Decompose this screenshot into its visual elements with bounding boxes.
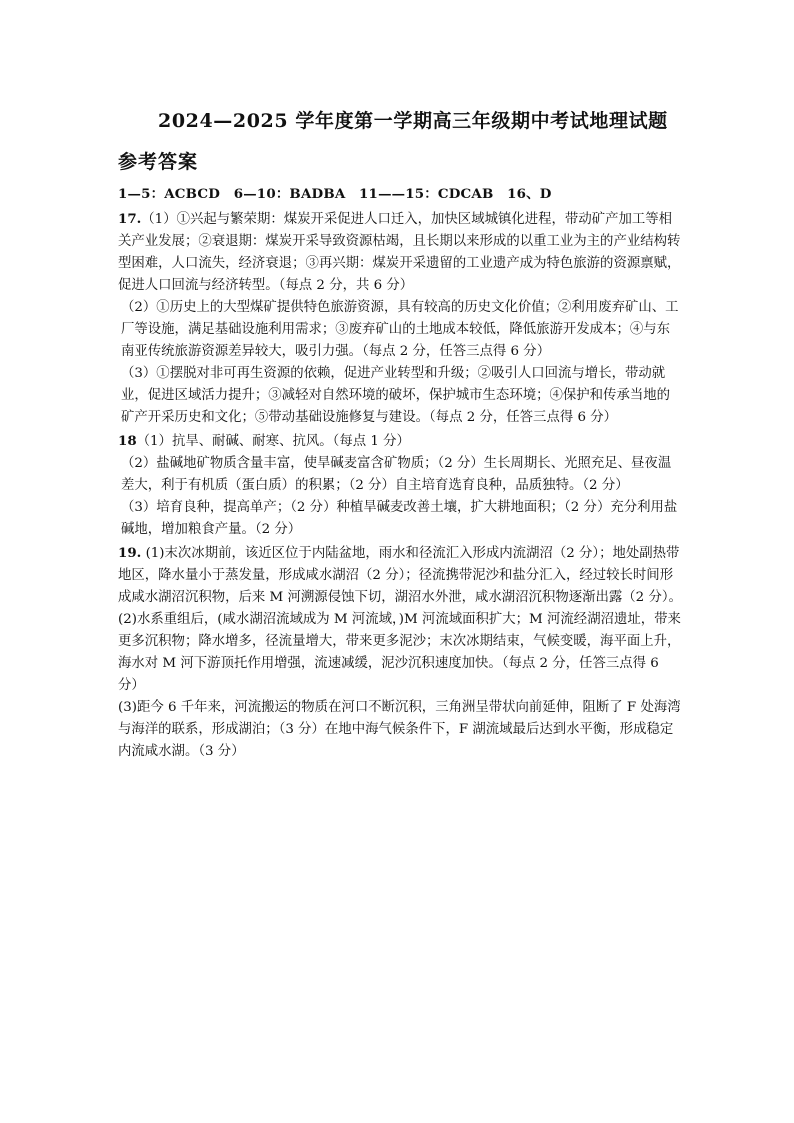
q19-label: 19. [118, 545, 142, 561]
page-title: 2024—2025 学年度第一学期高三年级期中考试地理试题 [158, 110, 668, 132]
q18-part2: （2）盐碱地矿物质含量丰富，使旱碱麦富含矿物质；（2 分）生长周期长、光照充足、昼夜温差大，利于有机质（蛋白质）的积累；（2 分）自主培育选育良种，品质独特。（2 分） [121, 456, 672, 493]
q18-part3: （3）培育良种，提高单产；（2 分）种植旱碱麦改善土壤，扩大耕地面积；（2 分）充分利用盐碱地，增加粮食产量。（2 分） [121, 500, 678, 537]
question-19-block [118, 542, 683, 763]
mcq-answers: 1—5：ACBCD 6—10：BADBA 11——15：CDCAB 16、D [118, 186, 552, 202]
q18-part1 [118, 430, 683, 453]
q19-part1 [118, 542, 683, 609]
question-18-block [118, 430, 683, 541]
section-title: 参考答案 [118, 151, 199, 173]
question-17-block [118, 208, 683, 429]
q17-part1 [118, 208, 683, 297]
q18-label: 18 [118, 433, 137, 449]
q18-part1-text: （1）抗旱、耐碱、耐寒、抗风。（每点 1 分） [136, 434, 410, 449]
q17-part1-text: （1）①兴起与繁荣期：煤炭开采促进人口迁入，加快区域城镇化进程，带动矿产加工等相关产业发展；②衰退期：煤炭开采导致资源枯竭，且长期以来形成的以重工业为主的产业结构转型困难，人口流失，经济衰退；③再兴期：煤炭开采遗留的工业遗产成为特色旅游的资源禀赋，促进人口回流与经济转型。（每点 2 分，共 6 分） [118, 212, 681, 293]
q17-label: 17. [118, 211, 142, 227]
answer-content [118, 183, 683, 763]
q17-part2: （2）①历史上的大型煤矿提供特色旅游资源，具有较高的历史文化价值；②利用废弃矿山、工厂等设施，满足基础设施利用需求；③废弃矿山的土地成本较低，降低旅游开发成本；④与东南亚传统旅游资源差异较大，吸引力强。（每点 2 分，任答三点得 6 分） [121, 300, 679, 359]
q19-part1-text: (1)末次冰期前，该近区位于内陆盆地，雨水和径流汇入形成内流湖沼（2 分）；地处副热带地区，降水量小于蒸发量，形成咸水湖沼（2 分）；径流携带泥沙和盐分汇入，经过较长时间形成咸水湖沼沉积物，后来 M 河溯源侵蚀下切，湖沼水外泄，咸水湖沼沉积物逐渐出露（2 分）。 [118, 546, 682, 605]
q19-part2: (2)水系重组后，(咸水湖沼流域成为 M 河流域，)M 河流域面积扩大；M 河流经湖沼遗址，带来更多沉积物；降水增多，径流量增大，带来更多泥沙；末次冰期结束，气候变暖，海平面上升，海水对 M 河下游顶托作用增强，流速减缓，泥沙沉积速度加快。（每点 2 分，任答三点得 6 分） [118, 612, 681, 693]
q19-part3: (3)距今 6 千年来，河流搬运的物质在河口不断沉积，三角洲呈带状向前延伸，阻断了 F 处海湾与海洋的联系，形成湖泊；（3 分）在地中海气候条件下，F 湖流域最后达到水平衡，形成稳定内流咸水湖。（3 分） [118, 700, 681, 759]
q17-part3: （3）①摆脱对非可再生资源的依赖，促进产业转型和升级；②吸引人口回流与增长，带动就业，促进区域活力提升；③减轻对自然环境的破坏，保护城市生态环境；④保护和传承当地的矿产开采历史和文化；⑤带动基础设施修复与建设。（每点 2 分，任答三点得 6 分） [121, 366, 671, 425]
